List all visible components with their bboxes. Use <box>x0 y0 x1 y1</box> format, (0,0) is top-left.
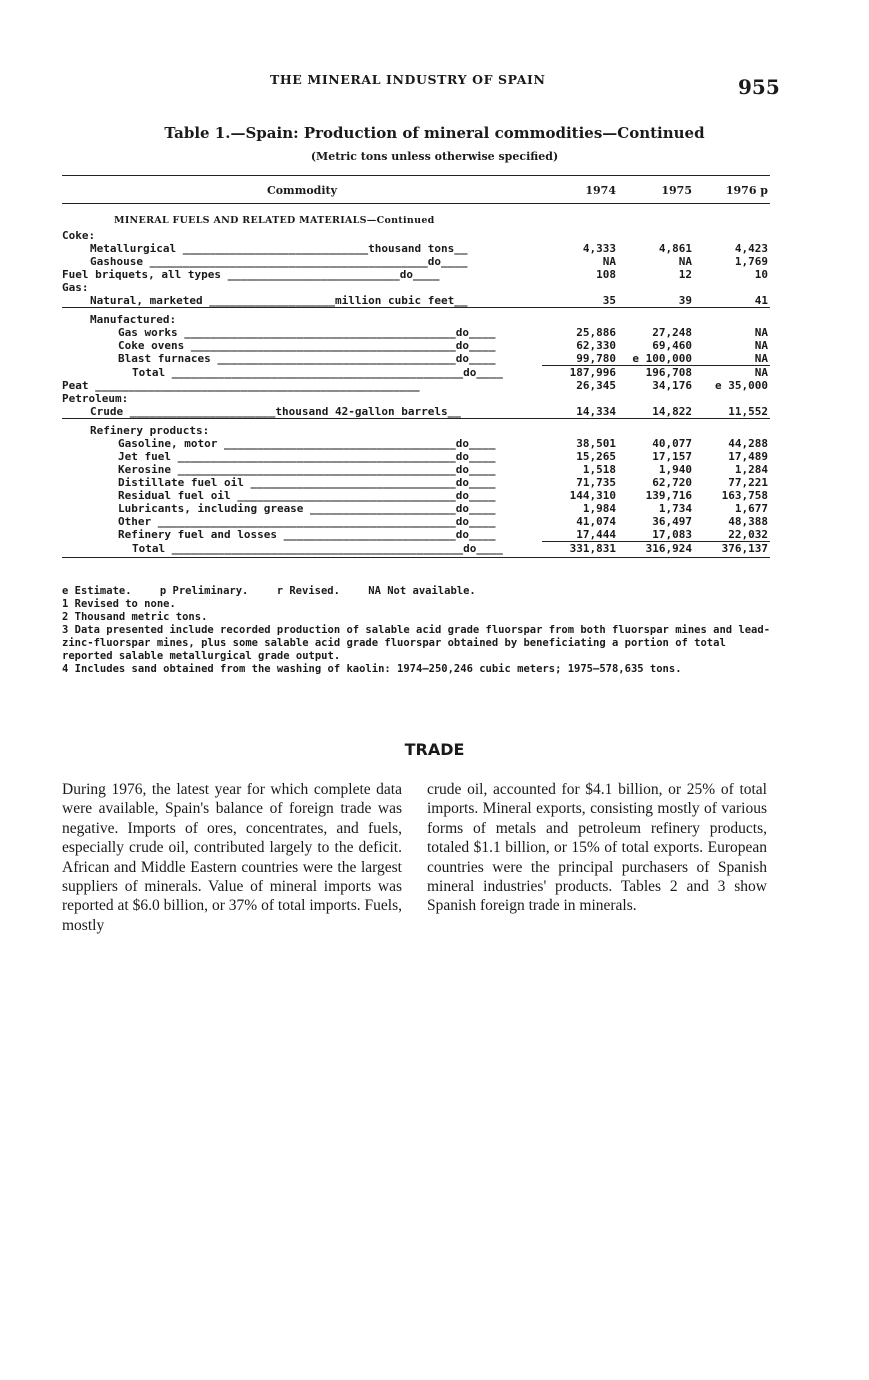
cell-1975 <box>618 419 694 438</box>
cell-1976: 376,137 <box>694 542 770 558</box>
row-label: Refinery fuel and losses __________________________do____ <box>118 528 496 542</box>
cell-1975: 196,708 <box>645 366 692 379</box>
cell-1974 <box>542 419 618 438</box>
table-row <box>62 255 770 268</box>
cell-1974: 144,310 <box>569 489 616 502</box>
table-row <box>62 268 770 281</box>
table-subtitle: (Metric tons unless otherwise specified) <box>310 150 559 163</box>
legend-preliminary: p Preliminary. <box>159 585 249 597</box>
cell-1976: 22,032 <box>694 528 770 542</box>
table-row <box>62 392 770 405</box>
cell-1974: 25,886 <box>576 326 616 339</box>
table-row <box>62 326 770 339</box>
row-label: Residual fuel oil _________________________________do____ <box>118 489 496 502</box>
cell-1974: 14,334 <box>542 405 618 419</box>
cell-1975: 1,734 <box>658 502 692 515</box>
cell-1976 <box>694 281 770 294</box>
table-row <box>62 450 770 463</box>
row-label: Total ____________________________________________do____ <box>62 542 542 558</box>
cell-1976: 77,221 <box>728 476 768 489</box>
table-row <box>62 437 770 450</box>
cell-1975: 34,176 <box>652 379 692 392</box>
cell-1976: NA <box>754 326 768 339</box>
cell-1976: NA <box>694 352 770 366</box>
legend-not-available: NA Not available. <box>368 585 476 597</box>
table-row <box>62 339 770 352</box>
legend-estimate: e Estimate. <box>62 585 132 597</box>
cell-1974 <box>542 392 618 405</box>
row-label: Gashouse __________________________________________do____ <box>90 255 468 268</box>
table-row <box>62 242 770 255</box>
cell-1976: 163,758 <box>721 489 768 502</box>
cell-1974: 71,735 <box>576 476 616 489</box>
cell-1975: 12 <box>678 268 692 281</box>
table-row <box>62 419 770 438</box>
table-row <box>62 405 770 419</box>
cell-1976 <box>694 308 770 327</box>
cell-1974: 35 <box>542 294 618 308</box>
running-title: THE MINERAL INDUSTRY OF SPAIN <box>270 72 546 87</box>
cell-1975: 139,716 <box>645 489 692 502</box>
cell-1975: 39 <box>618 294 694 308</box>
cell-1975: 27,248 <box>652 326 692 339</box>
table-row <box>62 352 770 366</box>
cell-1975: NA <box>678 255 692 268</box>
cell-1976: 1,769 <box>734 255 768 268</box>
cell-1976 <box>694 392 770 405</box>
row-label: Other _____________________________________________do____ <box>118 515 496 528</box>
row-label: Blast furnaces ____________________________________do____ <box>118 352 496 366</box>
cell-1974: 17,444 <box>542 528 618 542</box>
cell-1974 <box>542 281 618 294</box>
column-header-commodity: Commodity <box>62 176 542 204</box>
table-header-row <box>62 176 770 204</box>
table-row <box>62 281 770 294</box>
cell-1975: 14,822 <box>618 405 694 419</box>
table-row <box>62 489 770 502</box>
table-row <box>62 515 770 528</box>
cell-1974: 15,265 <box>576 450 616 463</box>
column-header-1976: 1976 p <box>694 176 770 204</box>
cell-1974: 26,345 <box>576 379 616 392</box>
footnote-1: 1 Revised to none. <box>62 598 176 610</box>
cell-1975: 316,924 <box>618 542 694 558</box>
cell-1975: 40,077 <box>652 437 692 450</box>
cell-1974: 41,074 <box>576 515 616 528</box>
footnote-2: 2 Thousand metric tons. <box>62 611 208 623</box>
table-row <box>62 542 770 558</box>
table-row <box>62 294 770 308</box>
cell-1974: 1,984 <box>582 502 616 515</box>
cell-1976: e 35,000 <box>715 379 768 392</box>
table-title: Table 1.—Spain: Production of mineral commodities—Continued <box>164 124 705 142</box>
cell-1975: 17,157 <box>652 450 692 463</box>
cell-1974 <box>542 229 618 242</box>
row-label: Manufactured: <box>62 308 542 327</box>
footnote-3: 3 Data presented include recorded production of salable acid grade fluorspar from both fluorspar mines and lead-zinc-fluorspar mines, plus some salable acid grade fluorspar obtained by beneficiating a portion of total reported salable metallurgical grade output. <box>62 624 771 662</box>
table-row <box>62 379 770 392</box>
table-row <box>62 502 770 515</box>
cell-1976: 10 <box>754 268 768 281</box>
cell-1975: 36,497 <box>652 515 692 528</box>
cell-1975: 4,861 <box>658 242 692 255</box>
trade-paragraph-right: crude oil, accounted for $4.1 billion, or 25% of total imports. Mineral exports, consisting mostly of various forms of metals and petroleum refinery products, totaled $1.1 billion, or 15% of total exports. European countries were the principal purchasers of Spanish mineral industries' products. Tables 2 and 3 show Spanish foreign trade in minerals. <box>427 781 767 915</box>
trade-heading: TRADE <box>404 740 465 759</box>
column-header-1975: 1975 <box>618 176 694 204</box>
cell-1976: 4,423 <box>734 242 768 255</box>
cell-1975: 69,460 <box>652 339 692 352</box>
cell-1975 <box>618 392 694 405</box>
cell-1976: 48,388 <box>728 515 768 528</box>
row-label: Total ____________________________________________do____ <box>132 365 503 379</box>
cell-1975: e 100,000 <box>618 352 694 366</box>
cell-1974 <box>542 308 618 327</box>
row-label: Natural, marketed ___________________million cubic feet__ <box>90 294 468 307</box>
table-row <box>62 463 770 476</box>
footnote-4: 4 Includes sand obtained from the washing of kaolin: 1974—250,246 cubic meters; 1975—578,635 tons. <box>62 663 682 675</box>
cell-1974: 99,780 <box>542 352 618 366</box>
cell-1976: 1,284 <box>734 463 768 476</box>
cell-1974: 108 <box>596 268 616 281</box>
cell-1975: 17,083 <box>618 528 694 542</box>
page-number: 955 <box>738 75 780 99</box>
cell-1974: 1,518 <box>582 463 616 476</box>
row-label: Distillate fuel oil _______________________________do____ <box>118 476 496 489</box>
section-label: MINERAL FUELS AND RELATED MATERIALS—Continued <box>114 215 435 226</box>
cell-1976: 17,489 <box>728 450 768 463</box>
row-label: Crude ______________________thousand 42-gallon barrels__ <box>90 405 461 418</box>
table-row <box>62 229 770 242</box>
production-table <box>62 175 770 558</box>
row-label: Kerosine __________________________________________do____ <box>118 463 496 476</box>
cell-1974: 187,996 <box>569 366 616 379</box>
row-label: Gas works _________________________________________do____ <box>118 326 496 339</box>
cell-1975 <box>618 308 694 327</box>
footnote-legend <box>62 585 770 598</box>
cell-1975: 1,940 <box>658 463 692 476</box>
cell-1976: NA <box>754 339 768 352</box>
column-header-1974: 1974 <box>542 176 618 204</box>
legend-revised: r Revised. <box>276 585 340 597</box>
row-label: Gasoline, motor ___________________________________do____ <box>118 437 496 450</box>
cell-1974: 4,333 <box>582 242 616 255</box>
row-label: Metallurgical ____________________________thousand tons__ <box>90 242 468 255</box>
row-label: Lubricants, including grease ______________________do____ <box>118 502 496 515</box>
cell-1976: 44,288 <box>728 437 768 450</box>
trade-paragraph-left: During 1976, the latest year for which complete data were available, Spain's balance of foreign trade was negative. Imports of ores, concentrates, and fuels, especially crude oil, contributed largely to the deficit. African and Middle Eastern countries were the largest suppliers of minerals. Value of mineral imports was reported at $6.0 billion, or 37% of total imports. Fuels, mostly <box>62 781 402 934</box>
row-label: Gas: <box>62 281 89 294</box>
cell-1976 <box>694 229 770 242</box>
table-row <box>62 366 770 380</box>
row-label: Fuel briquets, all types __________________________do____ <box>62 268 440 281</box>
table-row <box>62 476 770 489</box>
cell-1974: 38,501 <box>576 437 616 450</box>
row-label: Jet fuel __________________________________________do____ <box>118 450 496 463</box>
row-label: Peat _________________________________________________ <box>62 379 420 392</box>
cell-1976 <box>694 419 770 438</box>
row-label: Coke ovens ________________________________________do____ <box>118 339 496 352</box>
cell-1975: 62,720 <box>652 476 692 489</box>
cell-1975 <box>618 281 694 294</box>
cell-1974: 331,831 <box>542 542 618 558</box>
table-row <box>62 528 770 542</box>
cell-1974: 62,330 <box>576 339 616 352</box>
section-row <box>62 204 770 230</box>
row-label: Refinery products: <box>62 419 542 438</box>
cell-1974: NA <box>602 255 616 268</box>
cell-1976: NA <box>754 366 768 379</box>
cell-1976: 11,552 <box>694 405 770 419</box>
table-footnotes <box>62 585 770 676</box>
row-label: Petroleum: <box>62 392 129 405</box>
table-row <box>62 308 770 327</box>
cell-1975 <box>618 229 694 242</box>
cell-1976: 1,677 <box>734 502 768 515</box>
row-label: Coke: <box>62 229 96 242</box>
cell-1976: 41 <box>694 294 770 308</box>
